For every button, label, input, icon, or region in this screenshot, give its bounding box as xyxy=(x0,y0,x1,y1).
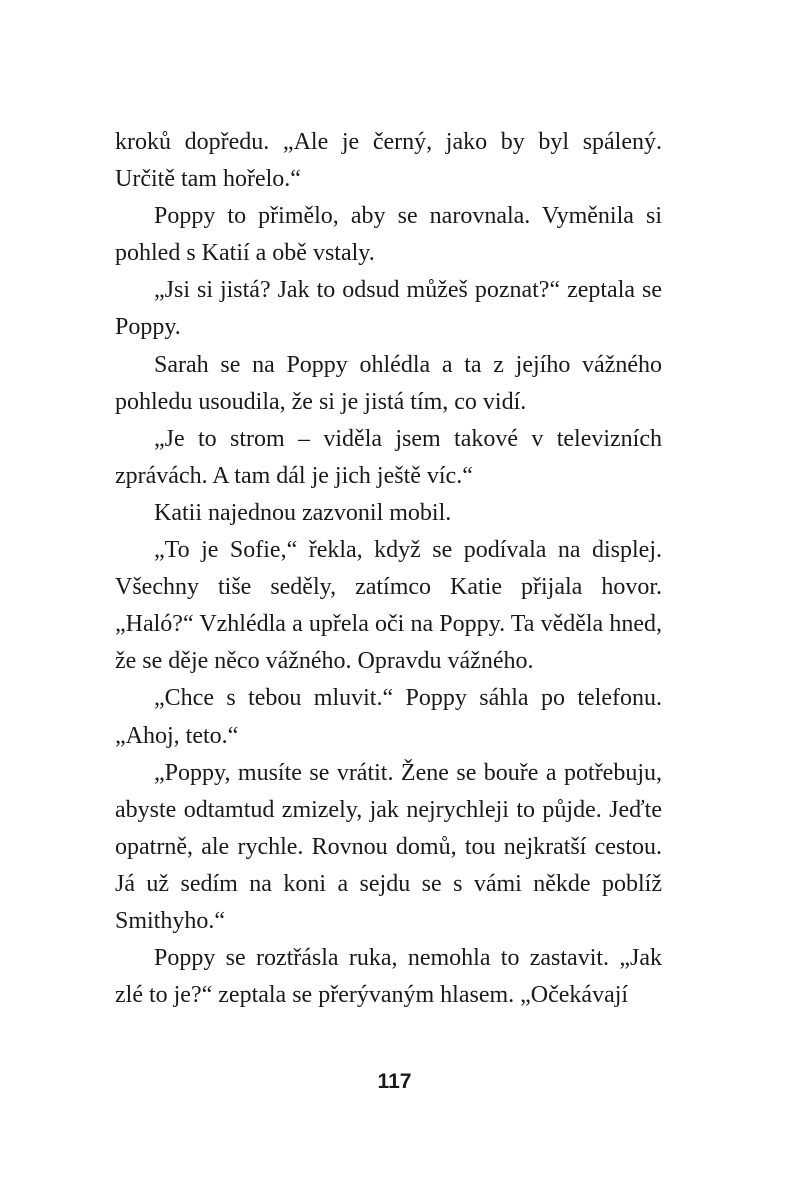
paragraph: Sarah se na Poppy ohlédla a ta z jejího vážného pohledu usoudila, že si je jistá tím, co vidí. xyxy=(115,351,662,415)
paragraph: Poppy to přimělo, aby se narovnala. Vyměnila si pohled s Katií a obě vstaly. xyxy=(115,203,662,267)
paragraph: „Chce s tebou mluvit.“ Poppy sáhla po telefonu. „Ahoj, teto.“ xyxy=(115,685,662,749)
paragraph: „Jsi si jistá? Jak to odsud můžeš poznat?“ zeptala se Poppy. xyxy=(115,277,662,341)
paragraph: Katii najednou zazvonil mobil. xyxy=(154,499,452,526)
paragraph: Poppy se roztřásla ruka, nemohla to zastavit. „Jak zlé to je?“ zeptala se přerývaným hlasem. „Očekávají xyxy=(115,945,662,1009)
page-number: 117 xyxy=(377,1070,412,1093)
paragraph: „Poppy, musíte se vrátit. Žene se bouře a potřebuju, abyste odtamtud zmizely, jak nejrychleji to půjde. Jeďte opatrně, ale rychle. Rovnou domů, tou nejkratší cestou. Já už sedím na koni a sejdu se s vámi někde poblíž Smithyho.“ xyxy=(115,759,662,934)
body-text xyxy=(115,124,662,1014)
paragraph: „Je to strom – viděla jsem takové v televizních zprávách. A tam dál je jich ještě víc.“ xyxy=(115,425,662,489)
paragraph: „To je Sofie,“ řekla, když se podívala na displej. Všechny tiše seděly, zatímco Katie přijala hovor. „Haló?“ Vzhlédla a upřela oči na Poppy. Ta věděla hned, že se děje něco vážného. Opravdu vážného. xyxy=(115,537,662,675)
paragraph: kroků dopředu. „Ale je černý, jako by byl spálený. Určitě tam hořelo.“ xyxy=(115,129,662,193)
